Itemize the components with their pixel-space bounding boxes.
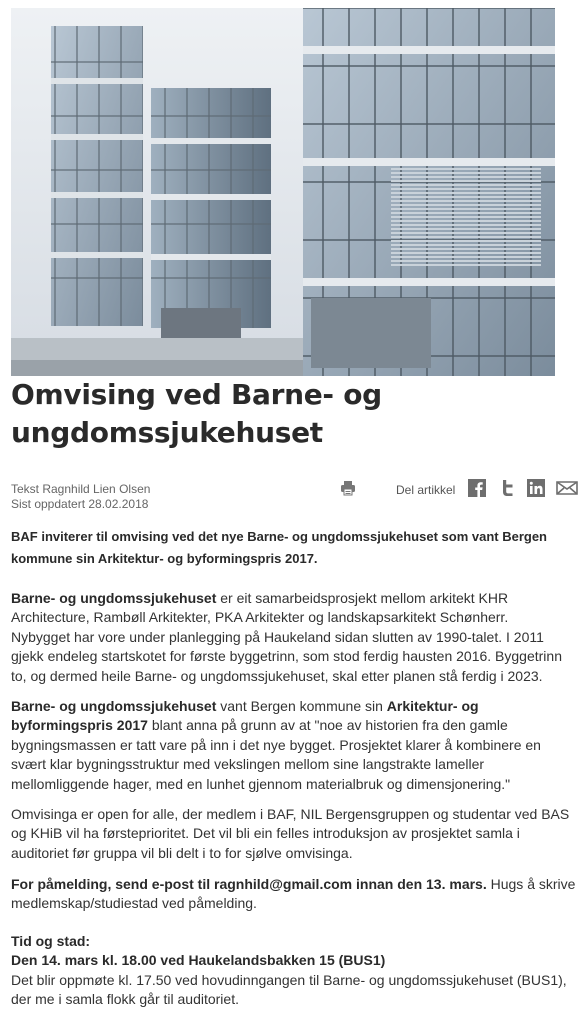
author-byline: Tekst Ragnhild Lien Olsen bbox=[11, 482, 151, 496]
print-icon[interactable] bbox=[340, 480, 356, 496]
page-title bbox=[11, 376, 571, 452]
title-line-2: ungdomssjukehuset bbox=[11, 416, 323, 449]
text-line: der me i samla flokk går til auditoriet. bbox=[11, 991, 239, 1008]
paragraph-2 bbox=[11, 697, 577, 794]
text-line: Det blir oppmøte kl. 17.50 ved hovudinngangen til Barne- og ungdomssjukehuset (BUS1), bbox=[11, 971, 567, 988]
award-name: byformingspris 2017 bbox=[11, 717, 148, 734]
paragraph-4 bbox=[11, 875, 577, 914]
twitter-icon[interactable] bbox=[500, 479, 516, 497]
text-line: Architecture, Rambøll Arkitekter, PKA Arkitekter og landskapsarkitekt Schønherr. bbox=[11, 609, 509, 626]
text-line: svært klar bygningsstruktur med vekslingen mellom sine langstrakte lameller bbox=[11, 756, 485, 773]
text-line: bygningsmassen er tatt vare på inn i det nye bygget. Prosjektet klarer å kombinere en bbox=[11, 736, 541, 753]
linkedin-icon[interactable] bbox=[527, 479, 545, 497]
text-line: Nybygget har vore under planlegging på Haukeland sidan slutten av 1990-talet. I 2011 bbox=[11, 628, 544, 645]
project-name: Barne- og ungdomssjukehuset bbox=[11, 590, 217, 606]
ingress-line: BAF inviterer til omvising ved det nye Barne- og ungdomssjukehuset som vant Bergen bbox=[11, 529, 547, 544]
text-span: er eit samarbeidsprosjekt mellom arkitekt KHR bbox=[216, 590, 509, 606]
paragraph-5 bbox=[11, 932, 577, 1010]
time-place-heading: Tid og stad: bbox=[11, 933, 91, 949]
text-line: medlemskap/studiestad ved påmelding. bbox=[11, 895, 257, 912]
text-span: vant Bergen kommune sin bbox=[216, 698, 387, 714]
title-line-1: Omvising ved Barne- og bbox=[11, 378, 382, 411]
hero-image bbox=[11, 8, 555, 376]
text-span: blant anna på grunn av at "noe av historien fra den gamle bbox=[147, 717, 508, 734]
email-icon[interactable] bbox=[556, 479, 578, 497]
text-line: og KHiB vil ha førsteprioritet. Det vil bli ein felles introduksjon av prosjektet samla i bbox=[11, 825, 520, 842]
text-line: to, og dermed heile Barne- og ungdomssjukehuset, skal etter planen stå ferdig i 2023. bbox=[11, 667, 543, 684]
ingress-line: kommune sin Arkitektur- og byformingspris 2017. bbox=[11, 551, 318, 566]
event-time: Den 14. mars kl. 18.00 ved Haukelandsbakken 15 (BUS1) bbox=[11, 952, 386, 969]
facebook-icon[interactable] bbox=[468, 479, 486, 497]
text-line: mellomliggende hager, med en lunhet gjennom materialbruk og dimensjonering." bbox=[11, 775, 511, 792]
article-meta bbox=[11, 482, 150, 512]
paragraph-3 bbox=[11, 805, 577, 863]
share-label: Del artikkel bbox=[396, 483, 456, 497]
signup-instruction: For påmelding, send e-post til ragnhild@gmail.com innan den 13. mars. bbox=[11, 876, 487, 892]
paragraph-1 bbox=[11, 589, 577, 686]
text-line: Omvisinga er open for alle, der medlem i BAF, NIL Bergensgruppen og studentar ved BAS bbox=[11, 806, 570, 822]
article-ingress bbox=[11, 526, 571, 570]
text-line: gjekk endeleg startskotet for første byggetrinn, som stod ferdig hausten 2016. Byggetrinn bbox=[11, 648, 562, 665]
updated-date: Sist oppdatert 28.02.2018 bbox=[11, 497, 149, 511]
award-name: Arkitektur- og bbox=[386, 698, 479, 714]
project-name: Barne- og ungdomssjukehuset bbox=[11, 698, 217, 714]
text-line: auditoriet før gruppa vil bli delt i to for sjølve omvisinga. bbox=[11, 844, 353, 861]
text-span: Hugs å skrive bbox=[486, 876, 576, 892]
